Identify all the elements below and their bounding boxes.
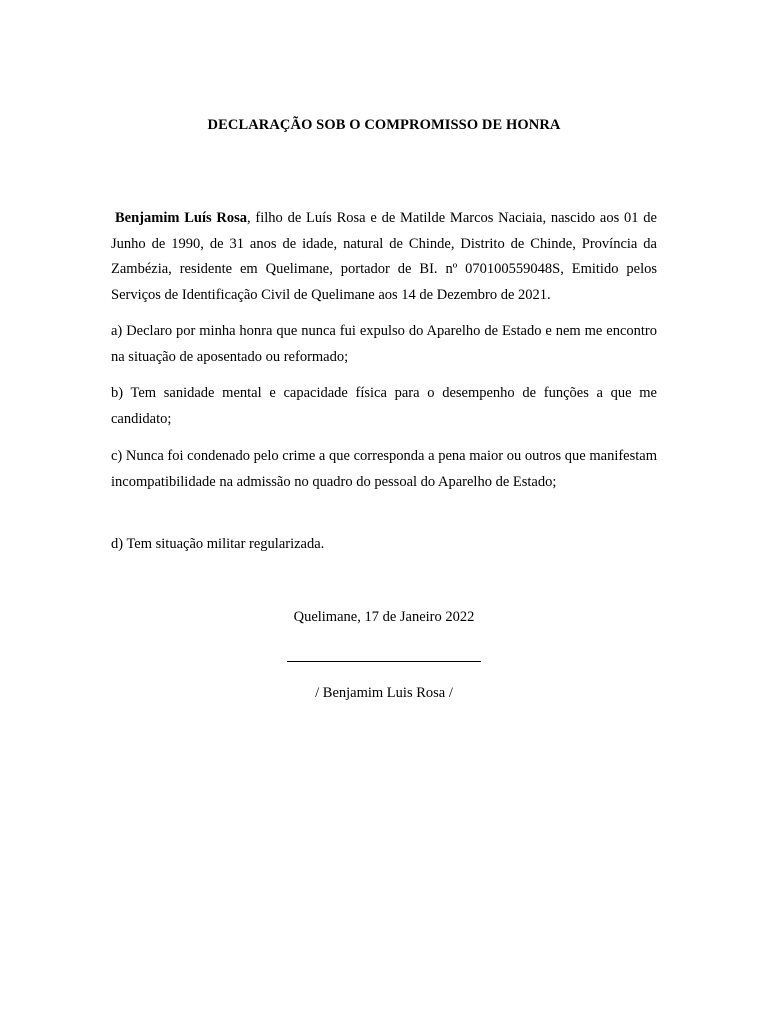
declarant-name: Benjamim Luís Rosa bbox=[115, 210, 248, 226]
signer-name: / Benjamim Luis Rosa / bbox=[315, 685, 453, 701]
signature-line bbox=[287, 661, 481, 662]
declaration-item-c: c) Nunca foi condenado pelo crime a que corresponda a pena maior ou outros que manifestam incompatibilidade na admissão no quadro do pessoal do Aparelho de Estado; bbox=[111, 448, 657, 490]
declaration-item-a: a) Declaro por minha honra que nunca fui expulso do Aparelho de Estado e nem me encontro na situação de aposentado ou reformado; bbox=[111, 323, 657, 365]
intro-paragraph bbox=[111, 206, 657, 308]
intro-text: , filho de Luís Rosa e de Matilde Marcos Naciaia, nascido aos 01 de Junho de 1990, de 31 anos de idade, natural de Chinde, Distrito de Chinde, Província da Zambézia, residente em Quelimane, portador de BI. nº 070100559048S, Emitido pelos Serviços de Identificação Civil de Quelimane aos 14 de Dezembro de 2021. bbox=[111, 210, 657, 303]
declaration-item-b: b) Tem sanidade mental e capacidade física para o desempenho de funções a que me candidato; bbox=[111, 385, 657, 427]
document-title: DECLARAÇÃO SOB O COMPROMISSO DE HONRA bbox=[207, 117, 561, 133]
declaration-item-d: d) Tem situação militar regularizada. bbox=[111, 536, 325, 552]
place-and-date: Quelimane, 17 de Janeiro 2022 bbox=[293, 609, 475, 625]
